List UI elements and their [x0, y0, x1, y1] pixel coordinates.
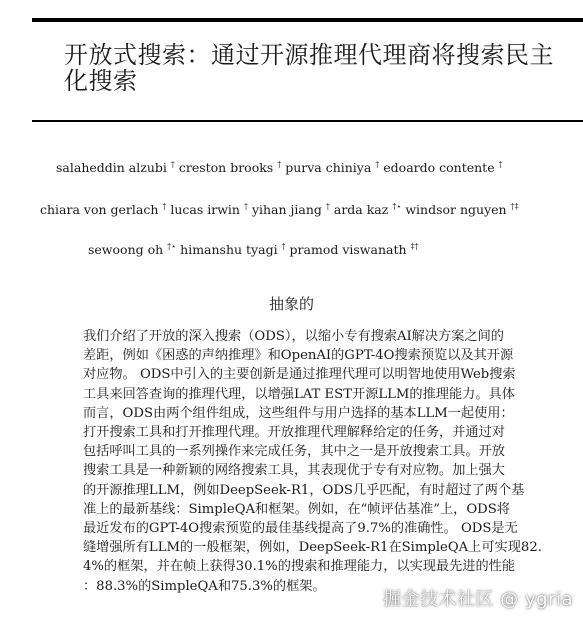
paper-title: 开放式搜索：通过开源推理代理商将搜索民主化搜索 [64, 41, 554, 95]
author-name: yihan jiang [251, 202, 326, 217]
affiliation-mark: † [277, 160, 282, 169]
author-name: purva chiniya [285, 160, 376, 175]
abstract-line: 最近发布的GPT-4O搜索预览的最佳基线提高了9.7%的准确性。 ODS是无 [83, 521, 518, 537]
author-name: arda kaz [333, 202, 393, 217]
affiliation-mark: † [325, 202, 330, 211]
abstract-line: 工具来回答查询的推理代理，以增强LAT EST开源LLM的推理能力。具体 [83, 386, 515, 402]
abstract-line: 差距，例如《困惑的声纳推理》和OpenAI的GPT-4O搜索预览以及其开源 [83, 348, 514, 364]
watermark: 掘金技术社区 @ ygria [383, 589, 573, 610]
author-name: chiara von gerlach [40, 202, 163, 217]
abstract-line: 缝增强所有LLM的一般框架，例如，DeepSeek-R1在SimpleQA上可实现82. [83, 540, 542, 556]
abstract-line: 对应物。 ODS中引入的主要创新是通过推理代理可以明智地使用Web搜索 [83, 367, 516, 383]
abstract-line: 打开搜索工具和打开推理代理。开放推理代理解释给定的任务，并通过对 [83, 425, 505, 441]
affiliation-mark: † [170, 160, 175, 169]
author-name: pramod viswanath [289, 242, 411, 257]
author-name: sewoong oh [88, 242, 168, 257]
author-name: creston brooks [178, 160, 278, 175]
abstract-line: 4%的框架，并在帧上获得30.1%的搜索和推理能力，以实现最先进的性能 [83, 559, 516, 575]
affiliation-mark: † [162, 202, 167, 211]
affiliation-mark: ‡† [410, 242, 419, 251]
author-line-1 [56, 161, 583, 175]
author-name: windsor nguyen [405, 202, 511, 217]
author-line-3 [88, 243, 583, 257]
author-name: edoardo contente [383, 160, 499, 175]
author-name: salaheddin alzubi [56, 160, 171, 175]
author-name: himanshu tyagi [180, 242, 282, 257]
affiliation-mark: †⋆ [392, 202, 402, 211]
abstract-line: ：88.3%的SimpleQA和75.3%的框架。 [83, 578, 326, 594]
affiliation-mark: †‡ [510, 202, 519, 211]
abstract-line: 我们介绍了开放的深入搜索（ODS），以缩小专有搜索AI解决方案之间的 [83, 329, 504, 344]
affiliation-mark: † [243, 202, 248, 211]
abstract-line: 准上的最新基线：SimpleQA和框架。例如，在“帧评估基准”上，ODS将 [83, 501, 510, 517]
author-name: lucas irwin [170, 202, 244, 217]
abstract-line: 而言，ODS由两个组件组成，这些组件与用户选择的基本LLM一起使用： [83, 405, 514, 421]
affiliation-mark: † [375, 160, 380, 169]
abstract-body [83, 327, 543, 596]
affiliation-mark: †⋆ [167, 242, 177, 251]
author-line-2 [40, 203, 583, 217]
abstract-line: 包括呼叫工具的一系列操作来完成任务，其中之一是开放搜索工具。开放 [83, 444, 505, 460]
title-bottom-rule [32, 120, 583, 122]
affiliation-mark: † [498, 160, 503, 169]
affiliation-mark: † [281, 242, 286, 251]
abstract-heading: 抽象的 [268, 295, 314, 313]
abstract-line: 的开源推理LLM，例如DeepSeek-R1，ODS几乎匹配，有时超过了两个基 [83, 482, 525, 498]
top-rule [32, 18, 583, 22]
abstract-line: 搜索工具是一种新颖的网络搜索工具，其表现优于专有对应物。加上强大 [83, 463, 505, 479]
